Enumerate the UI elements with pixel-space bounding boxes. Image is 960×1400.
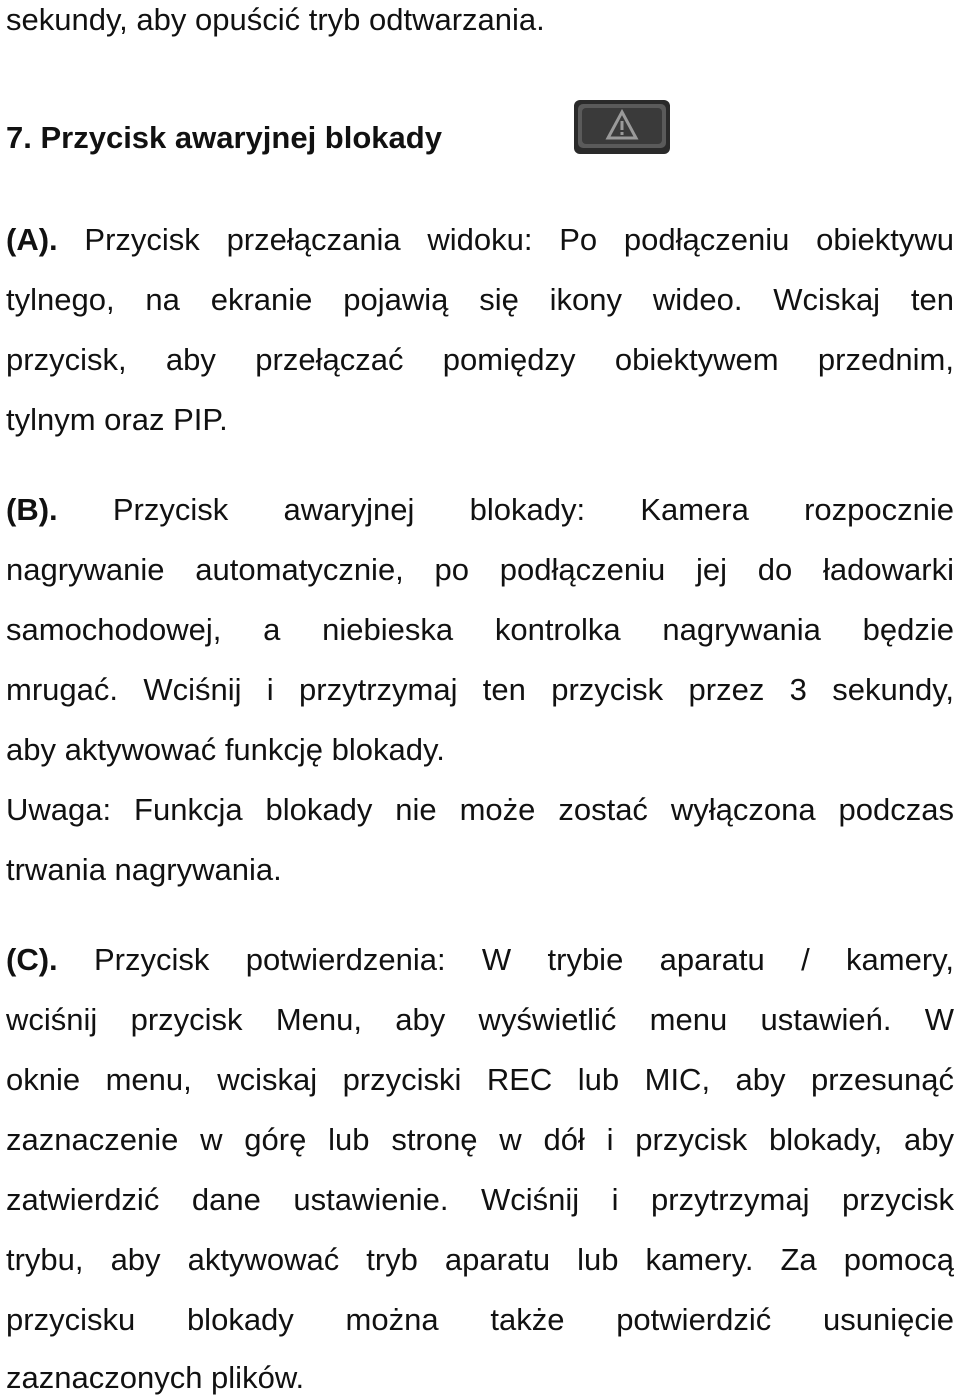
paragraph-c-line-2: wciśnij przycisk Menu, aby wyświetlić menu ustawień. W	[6, 1002, 954, 1037]
paragraph-b-label: (B).	[6, 492, 58, 527]
paragraph-b-line-1: (B). Przycisk awaryjnej blokady: Kamera rozpocznie	[6, 492, 954, 527]
paragraph-b-note-line-2: trwania nagrywania.	[6, 852, 282, 887]
paragraph-a-line-2: tylnego, na ekranie pojawią się ikony wideo. Wciskaj ten	[6, 282, 954, 317]
paragraph-c-line-6: trybu, aby aktywować tryb aparatu lub kamery. Za pomocą	[6, 1242, 954, 1277]
paragraph-c-line-5: zatwierdzić dane ustawienie. Wciśnij i przytrzymaj przycisk	[6, 1182, 954, 1217]
paragraph-c-line-8: zaznaczonych plików.	[6, 1360, 305, 1395]
paragraph-c-line-3: oknie menu, wciskaj przyciski REC lub MIC, aby przesunąć	[6, 1062, 954, 1097]
paragraph-b-note-line-1: Uwaga: Funkcja blokady nie może zostać wyłączona podczas	[6, 792, 954, 827]
paragraph-b-line-2: nagrywanie automatycznie, po podłączeniu jej do ładowarki	[6, 552, 954, 587]
paragraph-c-line-7: przycisku blokady można także potwierdzić usunięcie	[6, 1302, 954, 1337]
paragraph-b-line-4: mrugać. Wciśnij i przytrzymaj ten przycisk przez 3 sekundy,	[6, 672, 954, 707]
paragraph-a-line-1: (A). Przycisk przełączania widoku: Po podłączeniu obiektywu	[6, 222, 954, 257]
paragraph-a-line-3: przycisk, aby przełączać pomiędzy obiektywem przednim,	[6, 342, 954, 377]
paragraph-c-label: (C).	[6, 942, 58, 977]
paragraph-c-line-1: (C). Przycisk potwierdzenia: W trybie aparatu / kamery,	[6, 942, 954, 977]
intro-tail-line: sekundy, aby opuścić tryb odtwarzania.	[6, 2, 545, 37]
paragraph-a-label: (A).	[6, 222, 58, 257]
emergency-lock-button-icon	[572, 96, 672, 156]
paragraph-a-line-4: tylnym oraz PIP.	[6, 402, 228, 437]
paragraph-b-line-3: samochodowej, a niebieska kontrolka nagrywania będzie	[6, 612, 954, 647]
paragraph-b-line-5: aby aktywować funkcję blokady.	[6, 732, 445, 767]
paragraph-c-line-4: zaznaczenie w górę lub stronę w dół i przycisk blokady, aby	[6, 1122, 954, 1157]
section-heading: 7. Przycisk awaryjnej blokady	[6, 120, 442, 155]
